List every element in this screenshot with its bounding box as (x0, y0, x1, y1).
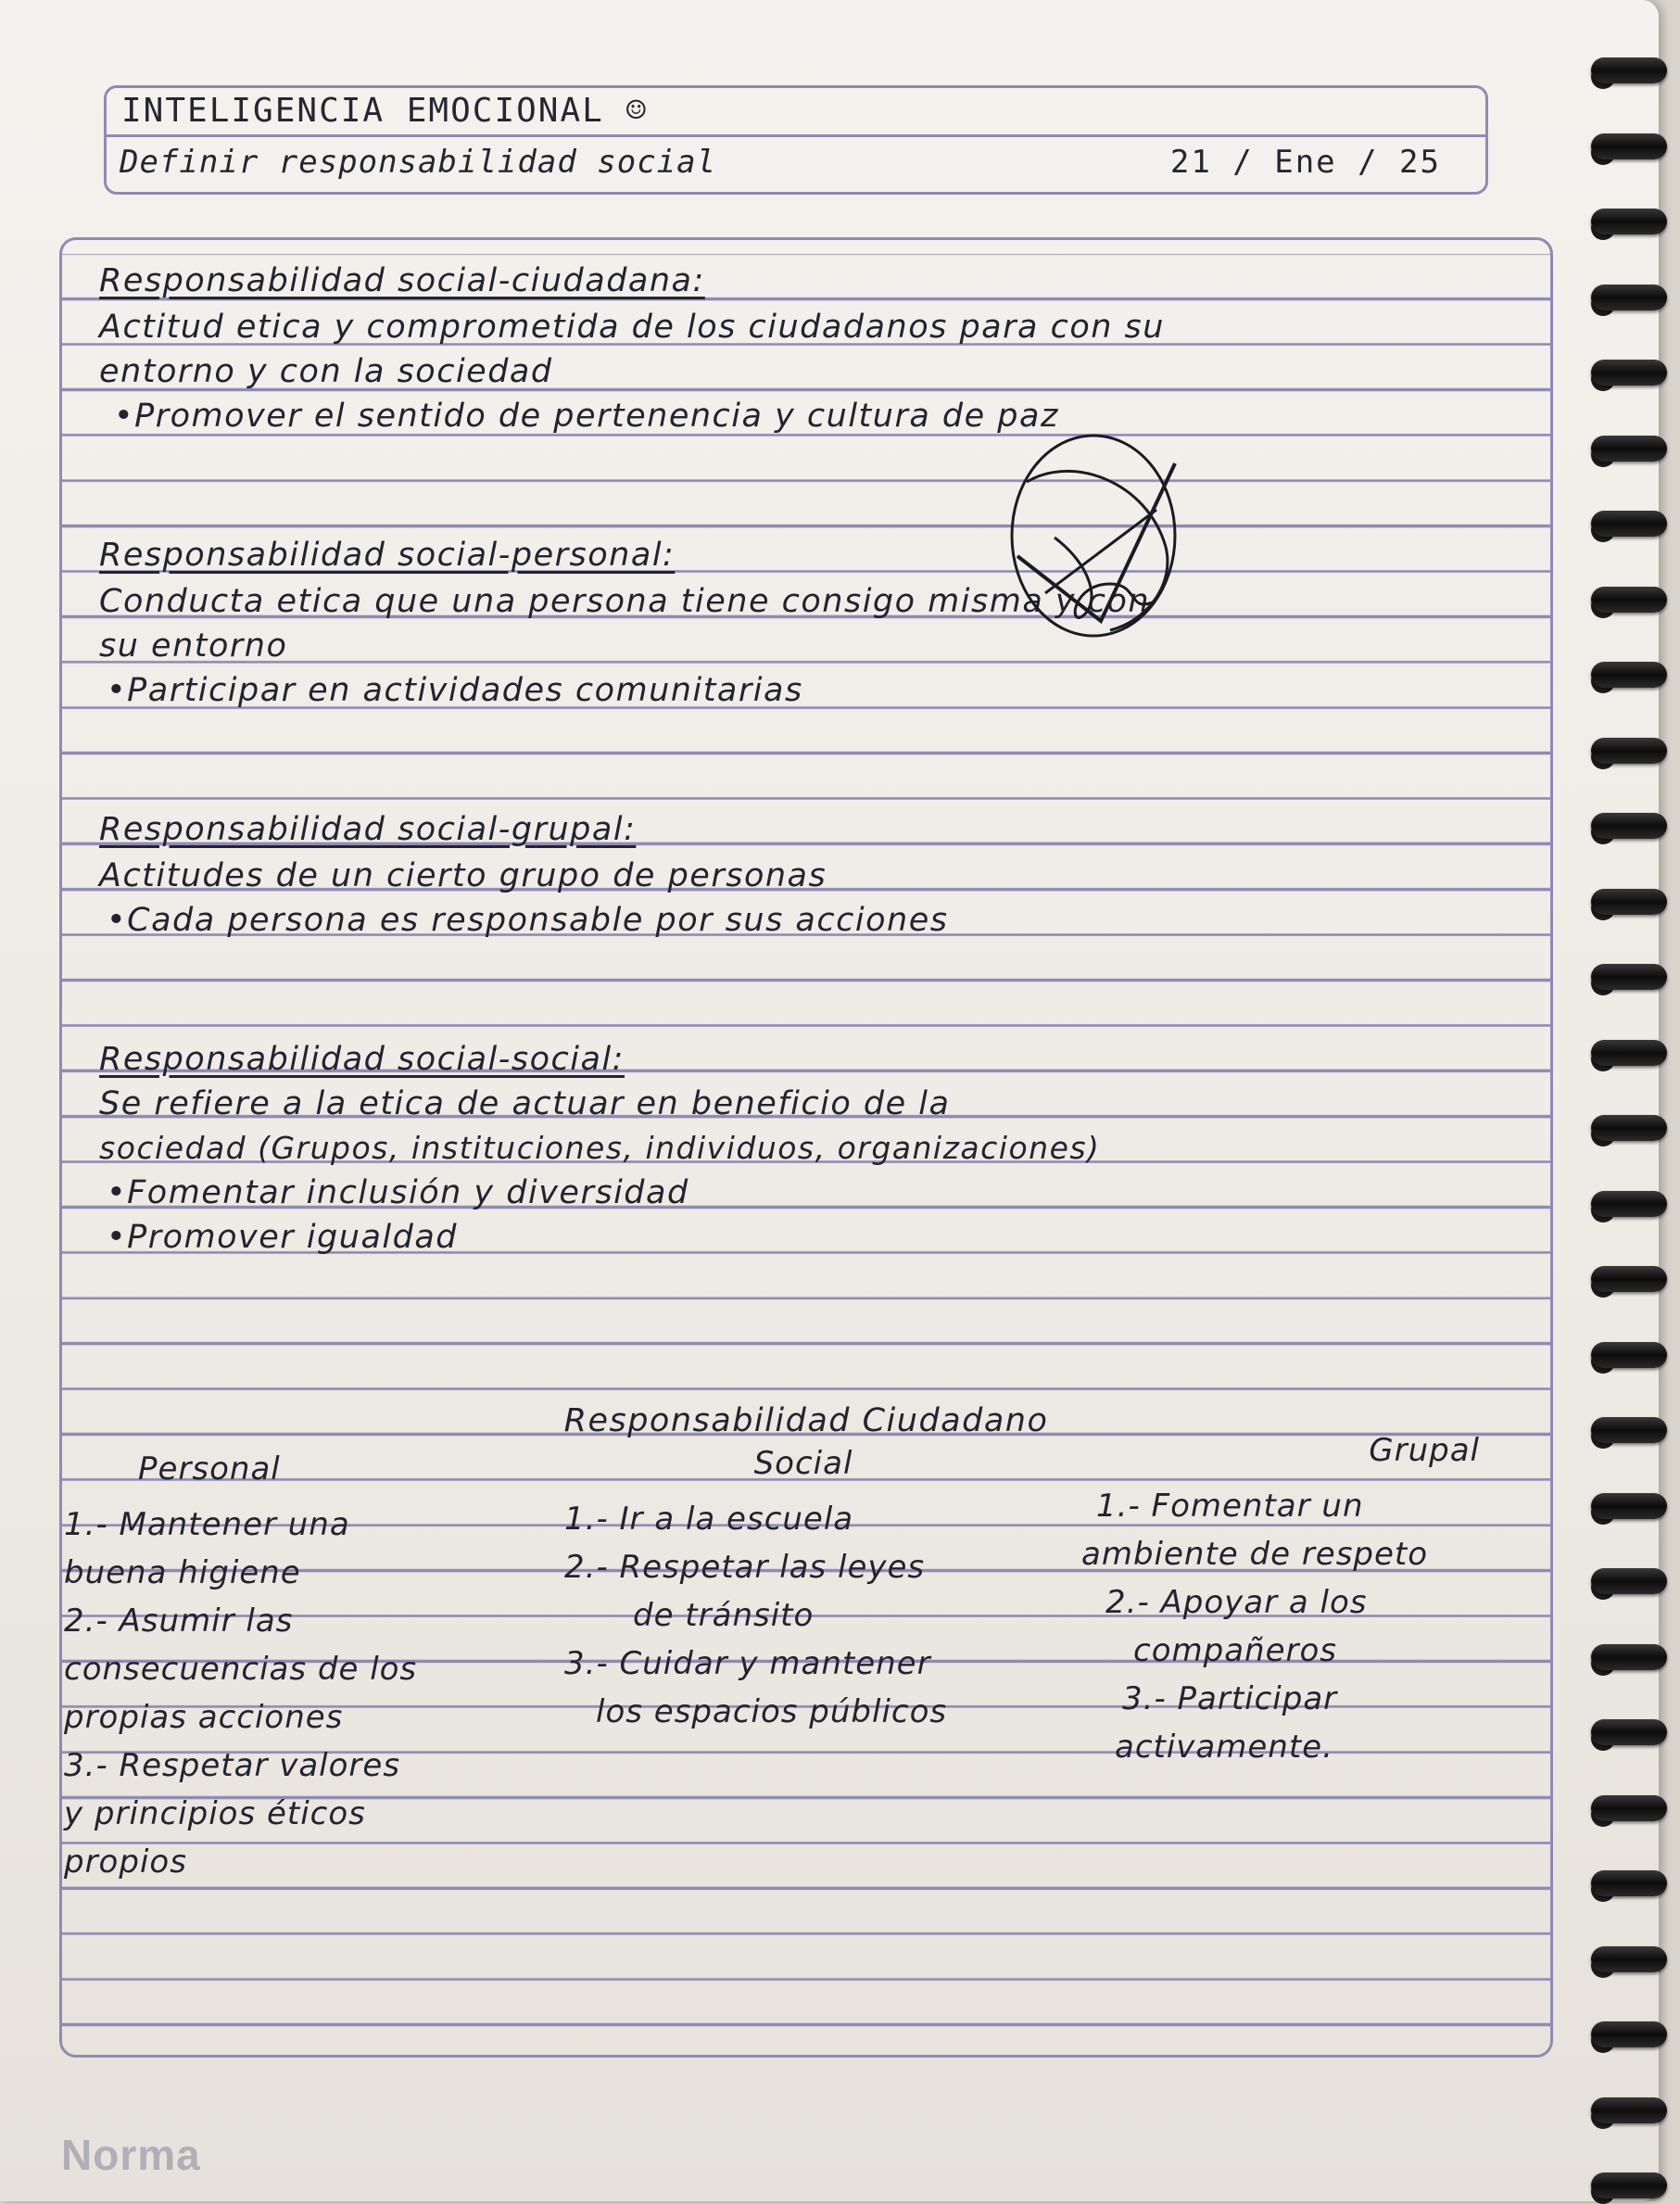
section-heading: Responsabilidad social-grupal: (99, 811, 637, 848)
column-line: propios (64, 1843, 187, 1881)
binding-ring (1591, 1040, 1667, 1066)
binding-ring (1591, 360, 1667, 386)
note-bullet: •Cada persona es responsable por sus acciones (107, 902, 949, 939)
column-line: 3.- Respetar valores (64, 1747, 401, 1784)
column-line: 1.- Fomentar un (1096, 1488, 1364, 1525)
column-line: de tránsito (633, 1597, 815, 1634)
review-stamp-icon (990, 426, 1203, 640)
binding-ring (1591, 1342, 1667, 1368)
binding-ring (1591, 2172, 1667, 2198)
binding-ring (1591, 57, 1667, 83)
binding-ring (1591, 133, 1667, 159)
note-bullet: •Participar en actividades comunitarias (107, 672, 803, 709)
column-line: 2.- Asumir las (64, 1602, 294, 1640)
column-title: Personal (138, 1450, 281, 1488)
column-line: y principios éticos (64, 1795, 366, 1832)
spiral-binding (1578, 0, 1680, 2201)
column-line: ambiente de respeto (1081, 1536, 1429, 1573)
lined-body (59, 237, 1553, 2058)
column-line: 2.- Respetar las leyes (564, 1549, 926, 1586)
section-heading: Responsabilidad social-social: (99, 1041, 625, 1078)
binding-ring (1591, 1644, 1667, 1670)
column-line: 2.- Apoyar a los (1105, 1584, 1368, 1621)
note-line: entorno y con la sociedad (99, 353, 553, 390)
page-header (104, 85, 1488, 195)
column-grupal (1063, 1423, 1545, 1775)
binding-ring (1591, 889, 1667, 915)
binding-ring (1591, 1417, 1667, 1443)
binding-ring (1591, 587, 1667, 613)
column-personal (64, 1441, 546, 1890)
binding-ring (1591, 662, 1667, 688)
brand-logo: Norma (61, 2131, 201, 2179)
binding-ring (1591, 738, 1667, 764)
binding-ring (1591, 813, 1667, 839)
binding-ring (1591, 2021, 1667, 2047)
column-line: propias acciones (64, 1699, 344, 1736)
note-line: Conducta etica que una persona tiene consigo misma y con (99, 583, 1151, 620)
note-bullet: •Fomentar inclusión y diversidad (107, 1174, 689, 1211)
column-line: 1.- Ir a la escuela (564, 1501, 854, 1538)
binding-ring (1591, 1568, 1667, 1594)
binding-ring (1591, 511, 1667, 537)
note-bullet: •Promover igualdad (107, 1219, 458, 1256)
section-heading: Responsabilidad social-ciudadana: (99, 262, 705, 299)
binding-ring (1591, 1266, 1667, 1292)
note-line: Actitudes de un cierto grupo de personas (99, 857, 827, 894)
table-title: Responsabilidad Ciudadano (563, 1402, 1049, 1439)
column-title: Grupal (1369, 1432, 1480, 1469)
column-social (544, 1436, 1063, 1740)
column-title: Social (753, 1445, 853, 1482)
section-heading: Responsabilidad social-personal: (99, 537, 676, 574)
note-line: su entorno (99, 627, 288, 665)
column-line: compañeros (1133, 1632, 1337, 1669)
binding-ring (1591, 1719, 1667, 1745)
note-line: sociedad (Grupos, instituciones, individuos, organizaciones) (99, 1130, 1101, 1166)
column-line: los espacios públicos (596, 1693, 948, 1730)
binding-ring (1591, 1115, 1667, 1141)
binding-ring (1591, 209, 1667, 234)
binding-ring (1591, 1191, 1667, 1217)
topic-title: Definir responsabilidad social (120, 144, 717, 181)
note-line: Se refiere a la etica de actuar en beneficio de la (99, 1085, 951, 1122)
binding-ring (1591, 1946, 1667, 1972)
binding-ring (1591, 964, 1667, 990)
note-bullet: •Promover el sentido de pertenencia y cultura de paz (114, 398, 1059, 435)
column-line: buena higiene (64, 1554, 301, 1591)
note-date: 21 / Ene / 25 (1169, 144, 1441, 181)
column-line: 3.- Participar (1122, 1680, 1338, 1717)
column-line: 1.- Mantener una (64, 1506, 350, 1543)
column-line: consecuencias de los (64, 1651, 418, 1688)
binding-ring (1591, 1493, 1667, 1519)
column-line: 3.- Cuidar y mantener (564, 1645, 931, 1682)
binding-ring (1591, 2097, 1667, 2123)
binding-ring (1591, 285, 1667, 310)
column-line: activamente. (1115, 1729, 1333, 1766)
binding-ring (1591, 1795, 1667, 1821)
note-line: Actitud etica y comprometida de los ciudadanos para con su (99, 309, 1165, 346)
binding-ring (1591, 1870, 1667, 1896)
binding-ring (1591, 436, 1667, 462)
subject-title: INTELIGENCIA EMOCIONAL ☺ (121, 92, 649, 130)
header-divider (107, 134, 1485, 137)
